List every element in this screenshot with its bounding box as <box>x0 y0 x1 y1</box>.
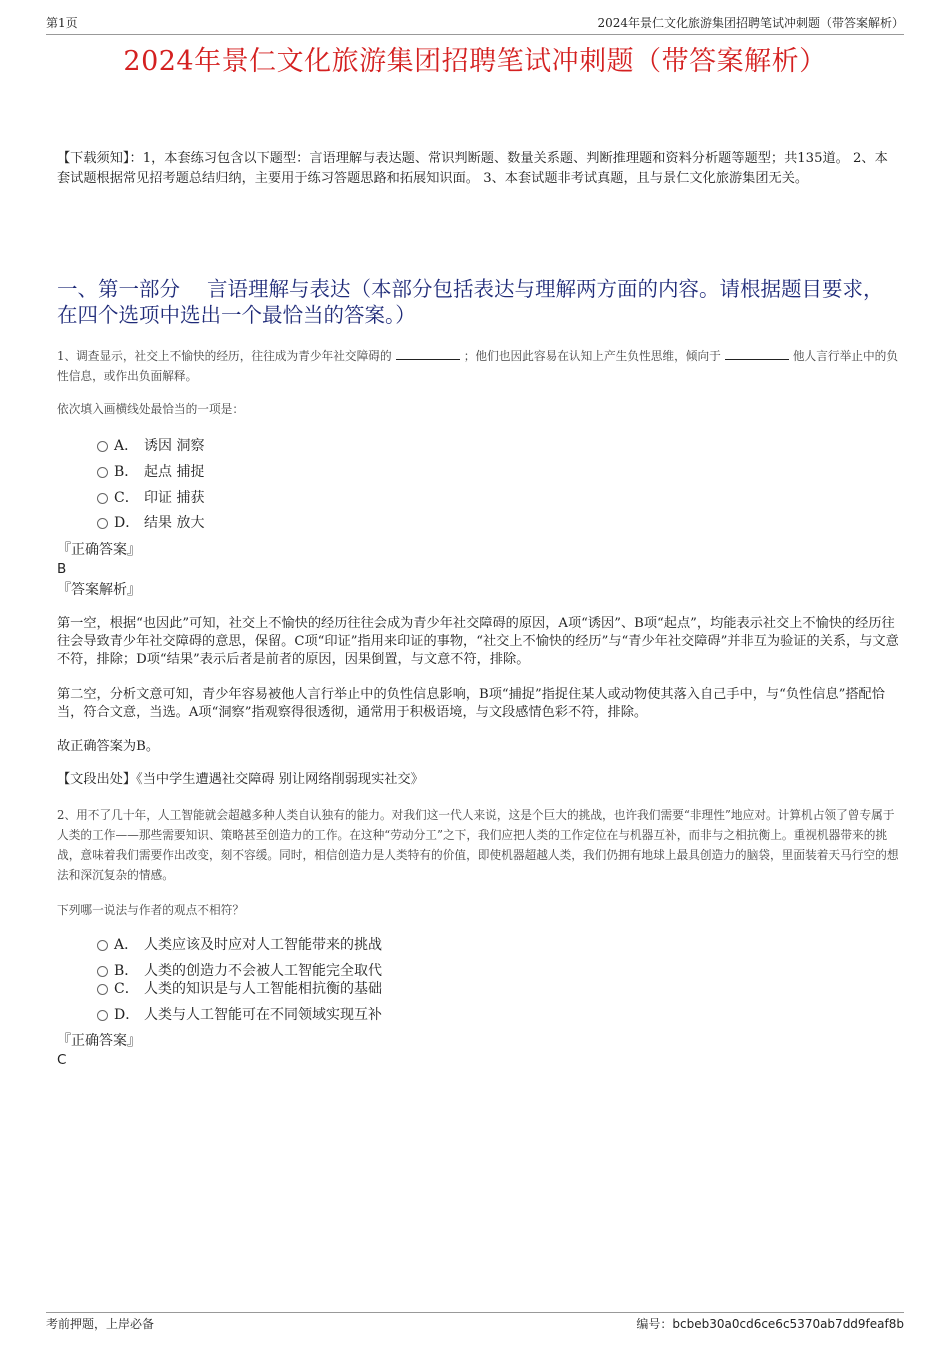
analysis-paragraph-1: 第一空，根据“也因此”可知，社交上不愉快的经历往往会成为青少年社交障碍的原因，A项“诱因”、B项“起点”，均能表示社交上不愉快的经历往往会导致青少年社交障碍的意思，保留。C项“印证”指用来印证的事物，“社交上不愉快的经历”与“青少年社交障碍”并非互为验证的关系，与文意不符，排除；D项“结果”表示后者是前者的原因，因果倒置，与文意不符，排除。 <box>57 616 899 667</box>
question-2-text: 2、用不了几十年，人工智能就会超越多种人类自认独有的能力。对我们这一代人来说，这是个巨大的挑战，也许我们需要“非理性”地应对。计算机占领了曾专属于人类的工作——那些需要知识、策略甚至创造力的工作。在这种“劳动分工”之下，我们应把人类的工作定位在与机器互补，而非与之相抗衡上。重视机器带来的挑战，意味着我们需要作出改变，刻不容缓。同时，相信创造力是人类特有的价值，即使机器超越人类，我们仍拥有地球上最具创造力的脑袋，里面装着天马行空的想法和深沉复杂的情感。 <box>57 808 899 882</box>
question-1-answer-label: 『正确答案』 <box>57 542 141 558</box>
page-footer <box>46 1312 904 1333</box>
question-1-text: 1、调查显示，社交上不愉快的经历，往往成为青少年社交障碍的 ；他们也因此容易在认知上产生负性思维，倾向于 他人言行举止中的负性信息，或作出负面解释。 <box>57 349 899 383</box>
analysis-conclusion: 故正确答案为B。 <box>57 739 160 754</box>
question-2-prompt: 下列哪一说法与作者的观点不相符？ <box>57 903 245 917</box>
question-1-prompt: 依次填入画横线处最恰当的一项是： <box>57 402 245 416</box>
page-title: 2024年景仁文化旅游集团招聘笔试冲刺题（带答案解析） <box>123 46 827 77</box>
fill-blank-2 <box>725 347 789 360</box>
page-header <box>46 14 904 35</box>
download-notice: 【下载须知】：1，本套练习包含以下题型：言语理解与表达题、常识判断题、数量关系题、判断推理题和资料分析题等题型；共135道。 2、本套试题根据常见招考题总结归纳，主要用于练习答题思路和拓展知识面。 3、本套试题非考试真题，且与景仁文化旅游集团无关。 <box>57 151 888 186</box>
radio-circle-icon[interactable] <box>97 493 108 504</box>
page-number: 第1页 <box>46 16 78 30</box>
question-2-answer: C <box>57 1052 67 1068</box>
passage-source: 【文段出处】《当中学生遭遇社交障碍 别让网络削弱现实社交》 <box>57 772 424 787</box>
question-2-option-d[interactable]: D． 人类与人工智能可在不同领域实现互补 <box>97 1004 382 1026</box>
question-2-option-a[interactable]: A． 人类应该及时应对人工智能带来的挑战 <box>97 934 382 956</box>
radio-circle-icon[interactable] <box>97 467 108 478</box>
question-1-option-c[interactable]: C． 印证 捕获 <box>97 487 204 509</box>
radio-circle-icon[interactable] <box>97 518 108 529</box>
question-1-option-a[interactable]: A． 诱因 洞察 <box>97 435 204 457</box>
question-1-answer: B <box>57 561 67 577</box>
radio-circle-icon[interactable] <box>97 441 108 452</box>
footer-code: 编号：bcbeb30a0cd6ce6c5370ab7dd9feaf8b <box>636 1317 904 1331</box>
section-heading: 一、第一部分 言语理解与表达（本部分包括表达与理解两方面的内容。请根据题目要求，在四个选项中选出一个最恰当的答案。） <box>57 277 884 327</box>
question-2-option-b[interactable]: B． 人类的创造力不会被人工智能完全取代 <box>97 960 382 982</box>
radio-circle-icon[interactable] <box>97 984 108 995</box>
footer-slogan: 考前押题，上岸必备 <box>46 1317 155 1331</box>
question-1-analysis-label: 『答案解析』 <box>57 582 141 598</box>
analysis-paragraph-2: 第二空，分析文意可知，青少年容易被他人言行举止中的负性信息影响，B项“捕捉”指捉住某人或动物使其落入自己手中，与“负性信息”搭配恰当，符合文意，当选。A项“洞察”指观察得很透彻，通常用于积极语境，与文段感情色彩不符，排除。 <box>57 687 885 720</box>
radio-circle-icon[interactable] <box>97 940 108 951</box>
radio-circle-icon[interactable] <box>97 966 108 977</box>
header-doc-title: 2024年景仁文化旅游集团招聘笔试冲刺题（带答案解析） <box>597 16 904 30</box>
question-2-answer-label: 『正确答案』 <box>57 1033 141 1049</box>
radio-circle-icon[interactable] <box>97 1010 108 1021</box>
question-1-option-d[interactable]: D． 结果 放大 <box>97 512 204 534</box>
question-2-option-c[interactable]: C． 人类的知识是与人工智能相抗衡的基础 <box>97 978 382 1000</box>
fill-blank-1 <box>396 347 460 360</box>
question-1-option-b[interactable]: B． 起点 捕捉 <box>97 461 204 483</box>
